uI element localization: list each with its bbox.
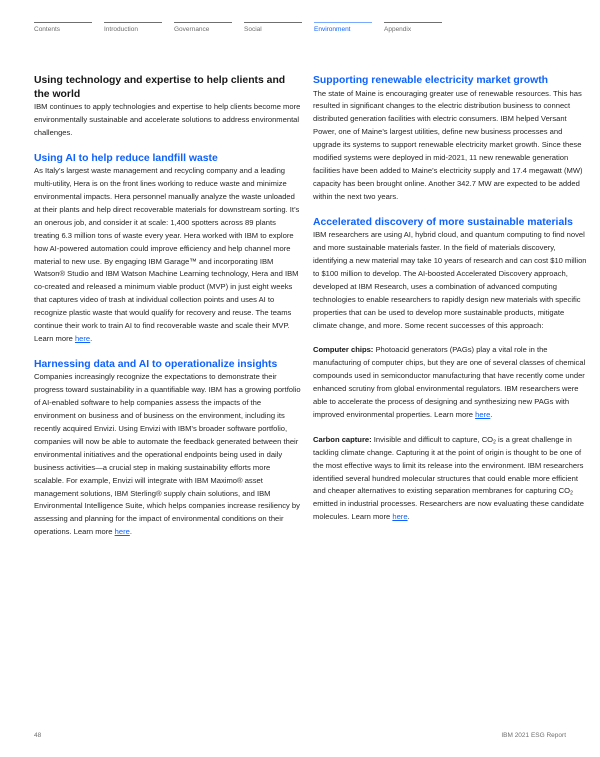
section-heading: Accelerated discovery of more sustainable materials <box>313 216 573 228</box>
learn-more-link[interactable]: here <box>475 409 491 419</box>
section-body <box>313 434 588 524</box>
section-technology-expertise <box>34 74 302 140</box>
section-ai-landfill-waste <box>34 152 302 346</box>
nav-tab-contents[interactable]: Contents <box>34 22 92 42</box>
body-text: Invisible and difficult to capture, CO <box>371 434 494 444</box>
inline-label: Computer chips: <box>313 345 374 355</box>
punctuation: . <box>129 527 132 537</box>
section-body <box>313 344 588 421</box>
section-heading: Using technology and expertise to help clients and the world <box>34 75 286 100</box>
section-body <box>34 165 302 346</box>
section-heading: Harnessing data and AI to operationalize insights <box>34 358 278 370</box>
punctuation: . <box>407 512 410 522</box>
nav-tab-environment[interactable]: Environment <box>314 22 372 42</box>
learn-more-link[interactable]: here <box>74 334 91 343</box>
section-heading: Using AI to help reduce landfill waste <box>34 152 218 164</box>
learn-more-link[interactable]: here <box>392 512 408 522</box>
punctuation: . <box>90 334 93 343</box>
subscript: 2 <box>570 490 573 497</box>
body-text: is a great challenge in tackling climate change. Capturing it at the point of origin is thought to be one of the most effective ways to limit its release into the environment. IBM researchers identified several hundred molecular structures that could enable more efficient and cheaper alternatives to existing separation membranes for capturing CO <box>313 434 584 496</box>
body-text: emitted in industrial processes. Researchers are now evaluating these candidate molecules. Learn more <box>313 499 584 522</box>
subscript: 2 <box>493 439 496 446</box>
section-harnessing-data-ai <box>34 358 302 539</box>
section-computer-chips <box>313 344 588 421</box>
report-title: IBM 2021 ESG Report <box>501 732 566 739</box>
learn-more-link[interactable]: here <box>114 527 130 537</box>
page-number: 48 <box>34 732 42 739</box>
nav-tab-social[interactable]: Social <box>244 22 302 42</box>
body-text: Photoacid generators (PAGs) play a vital role in the manufacturing of computer chips, but they are one of several classes of chemical compounds used in semiconductor manufacturing that have recently come under enhanced scrutiny from global environmental regulators. IBM researchers were able to accelerate the process of designing and synthesizing new PAGs with improved environmental properties. Learn more <box>313 345 586 419</box>
section-nav <box>34 22 454 42</box>
body-text: Companies increasingly recognize the expectations to demonstrate their progress toward sustainability in a quantifiable way. IBM has a growing portfolio of AI-enabled software to help companies assess the impacts of the environment on business and of business on the environment, including its recently acquired Envizi. Using Envizi with IBM’s broader software portfolio, companies will now be able to automate the feedback generated between their environmental initiatives and the operational endpoints being used in daily business activities—a crucial step in making sustainability efforts more scalable. For example, Envizi will integrate with IBM Maximo® asset management solutions, IBM Sterling® supply chain solutions, and IBM Environmental Intelligence Suite, which helps companies increase resiliency by assessing and planning for the impact of environmental conditions on their operations. Learn more <box>34 372 301 537</box>
section-accelerated-discovery <box>313 216 588 333</box>
inline-label: Carbon capture: <box>313 434 372 444</box>
section-body: IBM continues to apply technologies and expertise to help clients become more environmentally sustainable and accelerate solutions to address environmental challenges. <box>34 102 301 137</box>
section-body: IBM researchers are using AI, hybrid cloud, and quantum computing to find novel and more sustainable materials faster. In the field of materials discovery, identifying a new material may take 10 years of research and can cost $10 million to $100 million to develop. The AI-boosted Accelerated Discovery approach, developed at IBM Research, uses a combination of advanced computing technologies to enable researchers to rapidly design new materials with specific properties that can be used to develop more sustainable products, mitigate climate change, and more. Some recent successes of this approach: <box>313 230 587 330</box>
section-heading: Supporting renewable electricity market growth <box>313 75 548 86</box>
nav-tab-appendix[interactable]: Appendix <box>384 22 442 42</box>
left-column <box>34 74 302 539</box>
section-body <box>34 371 302 539</box>
section-body: The state of Maine is encouraging greater use of renewable resources. This has resulted in significant changes to the electric distribution business to connect distributed generation facilities with electric consumers. IBM helped Versant Power, one of Maine’s largest utilities, define new business processes and upgrade its systems to support renewable electricity market growth. Since these modified systems were deployed in mid-2021, 11 new renewable generation facilities have been added to Maine’s electricity supply and 17.4 megawatt (MW) capacity has been brought online. Another 342.7 MW are expected to be added within the next two years. <box>313 88 583 201</box>
section-carbon-capture <box>313 434 588 524</box>
nav-tab-introduction[interactable]: Introduction <box>104 22 162 42</box>
punctuation: . <box>490 409 493 419</box>
right-column <box>313 74 588 524</box>
section-renewable-electricity <box>313 74 588 204</box>
nav-tab-governance[interactable]: Governance <box>174 22 232 42</box>
body-text: As Italy’s largest waste management and recycling company and a leading multi-utility, Hera is on the front lines working to reduce waste and minimize environmental impacts. Hera personnel manually analyze the waste unloaded at their plants and help direct recoverable materials for downstream sorting. It’s an onerous job, and consider it at scale: 1,400 spotters across 89 plants treating 6.3 million tons of waste every year. Hera worked with IBM to explore how AI-powered automation could improve efficiency and help channel more material to new use. By engaging IBM Garage™ and incorporating IBM Watson® Studio and IBM Watson Machine Learning technology, Hera and IBM co-created and released a minimum viable product (MVP) in just eight weeks that captures video of trash at individual collection points and uses AI to recognize plastic waste that would qualify for recovery and reuse. The teams continue their work to train AI to find recoverable waste and scale their MVP. Learn more <box>34 166 300 343</box>
